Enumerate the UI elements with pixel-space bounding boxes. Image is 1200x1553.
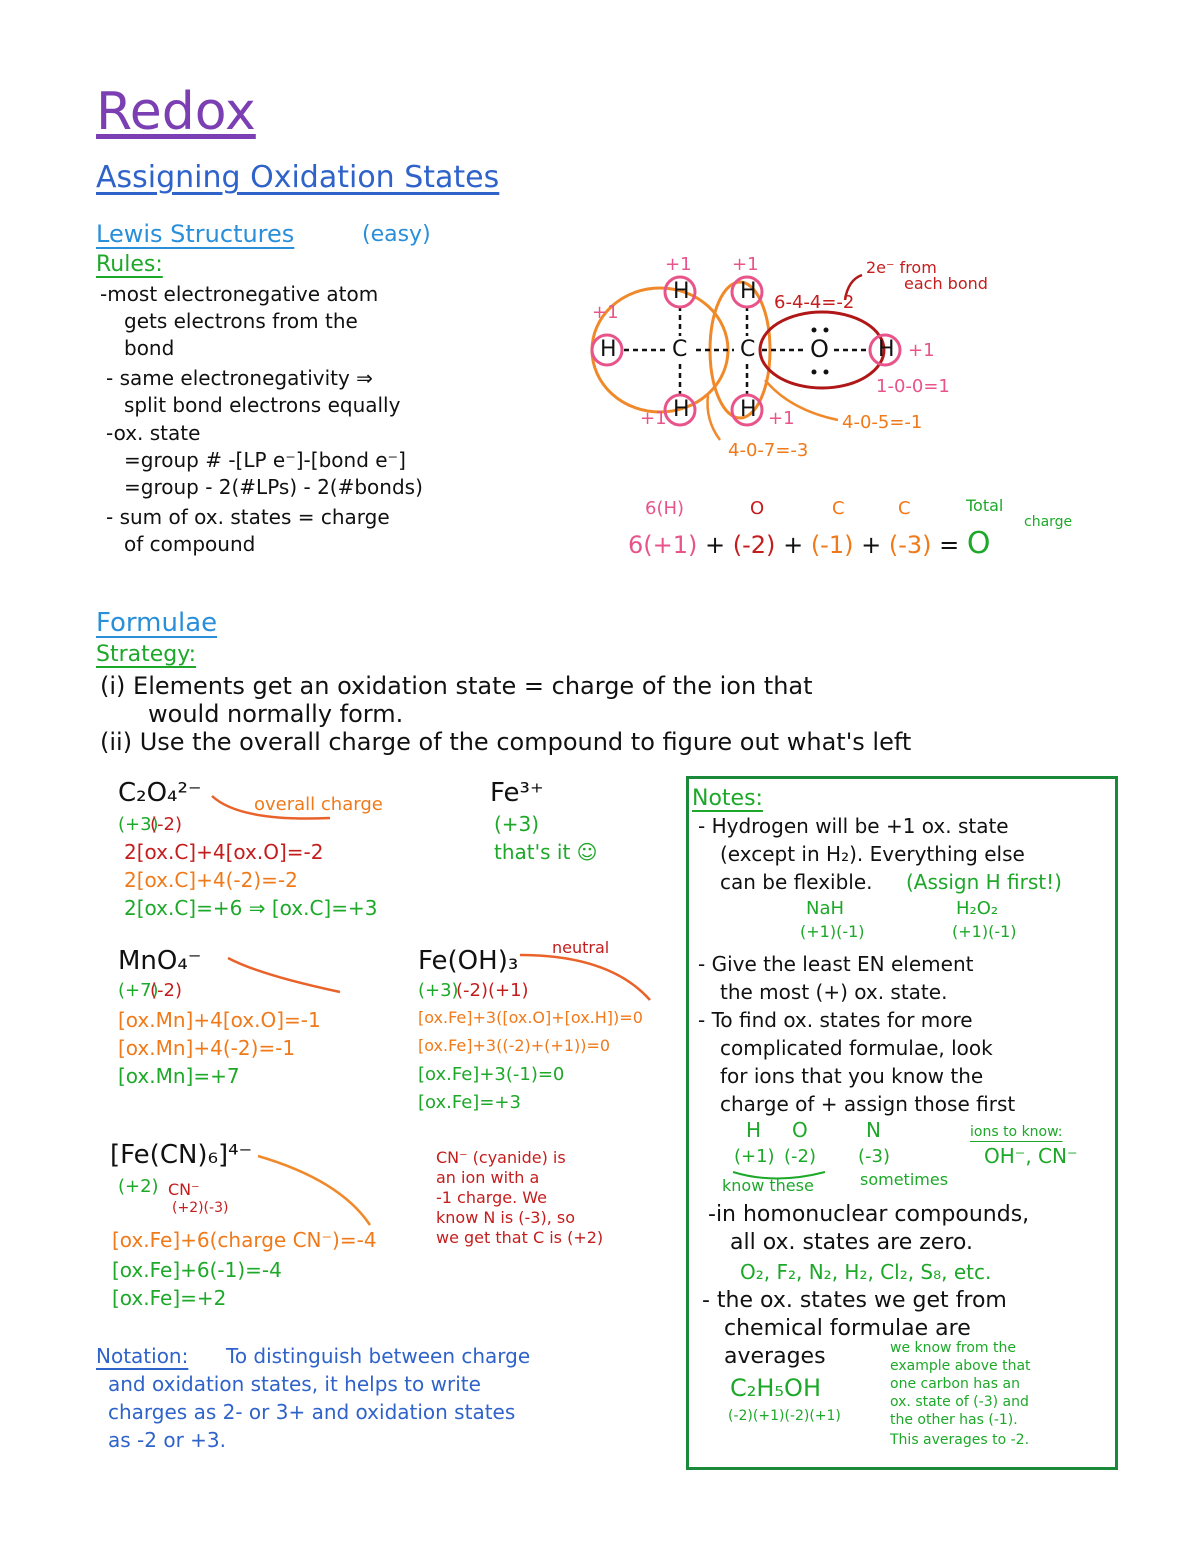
avg-note-line: ox. state of (-3) and [890, 1394, 1029, 1410]
c-right-calc: 4-0-5=-1 [842, 412, 923, 433]
annot-each-bond: each bond [904, 274, 988, 293]
notation-line: as -2 or +3. [108, 1428, 226, 1452]
fecn6-line: [ox.Fe]=+2 [112, 1286, 227, 1310]
mno4-formula: MnO₄⁻ [118, 946, 202, 976]
notation-line: charges as 2- or 3+ and oxidation states [108, 1400, 516, 1424]
fecn6-line: [ox.Fe]+6(-1)=-4 [112, 1258, 282, 1282]
lewis-heading: Lewis Structures [96, 220, 295, 248]
lewis-easy: (easy) [362, 222, 431, 247]
note-line: -in homonuclear compounds, [708, 1202, 1030, 1227]
rule-line: -ox. state [106, 421, 201, 445]
note-line: complicated formulae, look [720, 1036, 993, 1060]
avg-note-line: we know from the [890, 1340, 1016, 1356]
strategy-line: (i) Elements get an oxidation state = charge of the ion that [100, 672, 813, 700]
atom-h-bottom-right: H [740, 397, 757, 422]
cn-note-line: know N is (-3), so [436, 1208, 576, 1227]
feoh3-line: [ox.Fe]+3([ox.O]+[ox.H])=0 [418, 1008, 643, 1027]
rule-line: bond [124, 336, 175, 360]
sometimes: sometimes [860, 1170, 949, 1189]
c2o4-formula: C₂O₄²⁻ [118, 778, 202, 808]
charge-label: charge [1024, 514, 1073, 530]
section-heading: Assigning Oxidation States [96, 160, 500, 195]
c2o4-overall: overall charge [254, 794, 383, 815]
feoh3-line: [ox.Fe]=+3 [418, 1092, 521, 1113]
rules-label: Rules: [96, 252, 163, 277]
atom-h-bottom-left: H [673, 397, 690, 422]
mno4-ox-mn: (+7) [118, 980, 159, 1001]
fe-note: that's it ☺ [494, 840, 598, 864]
notes-o-ox: (-2) [784, 1146, 816, 1167]
c2o4-line: 2[ox.C]+4[ox.O]=-2 [124, 840, 324, 864]
note-line: can be flexible. [720, 870, 873, 894]
o-calc: 6-4-4=-2 [774, 292, 855, 313]
avg-note-line: This averages to -2. [890, 1432, 1030, 1448]
h-charge: +1 [665, 254, 692, 275]
atom-h-top-right: H [740, 279, 757, 304]
rule-line: -most electronegative atom [100, 282, 379, 306]
sum-label-o: O [750, 498, 765, 519]
notes-title: Notes: [692, 786, 763, 811]
total-label: Total [966, 496, 1004, 515]
atom-c-right: C [740, 337, 756, 362]
note-line: - To find ox. states for more [698, 1008, 973, 1032]
notation-line: To distinguish between charge [226, 1344, 531, 1368]
atom-h-top-left: H [673, 279, 690, 304]
cn-note-line: -1 charge. We [436, 1188, 547, 1207]
ethanol-formula: C₂H₅OH [730, 1374, 821, 1402]
rule-line: of compound [124, 532, 256, 556]
rule-line: - sum of ox. states = charge [106, 505, 390, 529]
strategy-line: would normally form. [148, 700, 404, 728]
ions-list: OH⁻, CN⁻ [984, 1144, 1078, 1168]
h-charge: +1 [908, 340, 935, 361]
fe-formula: Fe³⁺ [490, 778, 544, 808]
h2o2-ox: (+1)(-1) [952, 922, 1017, 941]
note-line: - Give the least EN element [698, 952, 974, 976]
feoh3-formula: Fe(OH)₃ [418, 946, 519, 976]
cn-note-line: we get that C is (+2) [436, 1228, 604, 1247]
notes-n-ox: (-3) [858, 1146, 890, 1167]
h-charge: +1 [768, 408, 795, 429]
feoh3-line: [ox.Fe]+3((-2)+(+1))=0 [418, 1036, 611, 1055]
atom-h-left: H [600, 337, 617, 362]
note-line: for ions that you know the [720, 1064, 984, 1088]
sum-label-h: 6(H) [645, 498, 685, 519]
assign-h-first: (Assign H first!) [906, 870, 1062, 894]
ions-to-know: ions to know: [970, 1124, 1063, 1140]
rule-line: split bond electrons equally [124, 393, 401, 417]
ethanol-ox: (-2)(+1)(-2)(+1) [728, 1408, 841, 1424]
fe-ox: (+3) [494, 812, 540, 836]
fecn6-ox-fe: (+2) [118, 1176, 159, 1197]
h2o2-formula: H₂O₂ [956, 898, 999, 919]
feoh3-line: [ox.Fe]+3(-1)=0 [418, 1064, 565, 1085]
strategy-line: (ii) Use the overall charge of the compound to figure out what's left [100, 728, 912, 756]
cn-note-line: an ion with a [436, 1168, 540, 1187]
atom-c-left: C [672, 337, 688, 362]
homonuclear-examples: O₂, F₂, N₂, H₂, Cl₂, S₈, etc. [740, 1260, 992, 1284]
note-line: all ox. states are zero. [730, 1230, 973, 1255]
sum-equation: 6(+1) + (-2) + (-1) + (-3) = O [628, 526, 991, 561]
feoh3-ox-fe: (+3) [418, 980, 459, 1001]
sum-label-c: C [898, 498, 911, 519]
fecn6-cn-ox: (+2)(-3) [172, 1200, 229, 1216]
note-line: - the ox. states we get from [702, 1288, 1007, 1313]
c2o4-ox-o: (-2) [150, 814, 182, 835]
h-charge: +1 [592, 302, 619, 323]
feoh3-neutral: neutral [552, 938, 610, 957]
notation-label: Notation: [96, 1344, 189, 1368]
rule-line: - same electronegativity ⇒ [106, 366, 373, 390]
fecn6-formula: [Fe(CN)₆]⁴⁻ [110, 1140, 253, 1170]
know-these: know these [722, 1176, 814, 1195]
h-charge: +1 [640, 408, 667, 429]
c2o4-line: 2[ox.C]+4(-2)=-2 [124, 868, 298, 892]
note-line: the most (+) ox. state. [720, 980, 948, 1004]
avg-note-line: one carbon has an [890, 1376, 1020, 1392]
nah-ox: (+1)(-1) [800, 922, 865, 941]
note-line: charge of + assign those first [720, 1092, 1016, 1116]
notes-h-ox: (+1) [734, 1146, 775, 1167]
rule-line: =group - 2(#LPs) - 2(#bonds) [124, 475, 423, 499]
mno4-line: [ox.Mn]+4(-2)=-1 [118, 1036, 296, 1060]
h-charge: +1 [732, 254, 759, 275]
c-left-calc: 4-0-7=-3 [728, 440, 809, 461]
feoh3-ox-oh: (-2)(+1) [456, 980, 529, 1001]
avg-note-line: example above that [890, 1358, 1031, 1374]
nah-formula: NaH [806, 898, 845, 919]
note-line: (except in H₂). Everything else [720, 842, 1025, 866]
mno4-line: [ox.Mn]=+7 [118, 1064, 240, 1088]
h-calc: 1-0-0=1 [876, 376, 950, 397]
notes-h-sym: H [746, 1118, 762, 1142]
strategy-label: Strategy: [96, 642, 197, 667]
avg-note-line: the other has (-1). [890, 1412, 1018, 1428]
atom-h-right: H [878, 337, 895, 362]
c2o4-ox-c: (+3) [118, 814, 159, 835]
note-line: averages [724, 1344, 826, 1369]
fecn6-cn: CN⁻ [168, 1180, 200, 1199]
note-line: - Hydrogen will be +1 ox. state [698, 814, 1009, 838]
mno4-line: [ox.Mn]+4[ox.O]=-1 [118, 1008, 321, 1032]
c2o4-line: 2[ox.C]=+6 ⇒ [ox.C]=+3 [124, 896, 378, 920]
sum-label-c: C [832, 498, 845, 519]
note-line: chemical formulae are [724, 1316, 971, 1341]
notes-o-sym: O [792, 1118, 808, 1142]
formulae-heading: Formulae [96, 608, 218, 638]
mno4-ox-o: (-2) [150, 980, 182, 1001]
notation-line: and oxidation states, it helps to write [108, 1372, 481, 1396]
atom-o: O [810, 335, 829, 363]
notes-n-sym: N [866, 1118, 881, 1142]
annot-2e: 2e⁻ from [866, 258, 937, 277]
fecn6-line: [ox.Fe]+6(charge CN⁻)=-4 [112, 1228, 377, 1252]
page-title: Redox [96, 82, 256, 142]
cn-note-line: CN⁻ (cyanide) is [436, 1148, 566, 1167]
rule-line: gets electrons from the [124, 309, 358, 333]
rule-line: =group # -[LP e⁻]-[bond e⁻] [124, 448, 406, 472]
